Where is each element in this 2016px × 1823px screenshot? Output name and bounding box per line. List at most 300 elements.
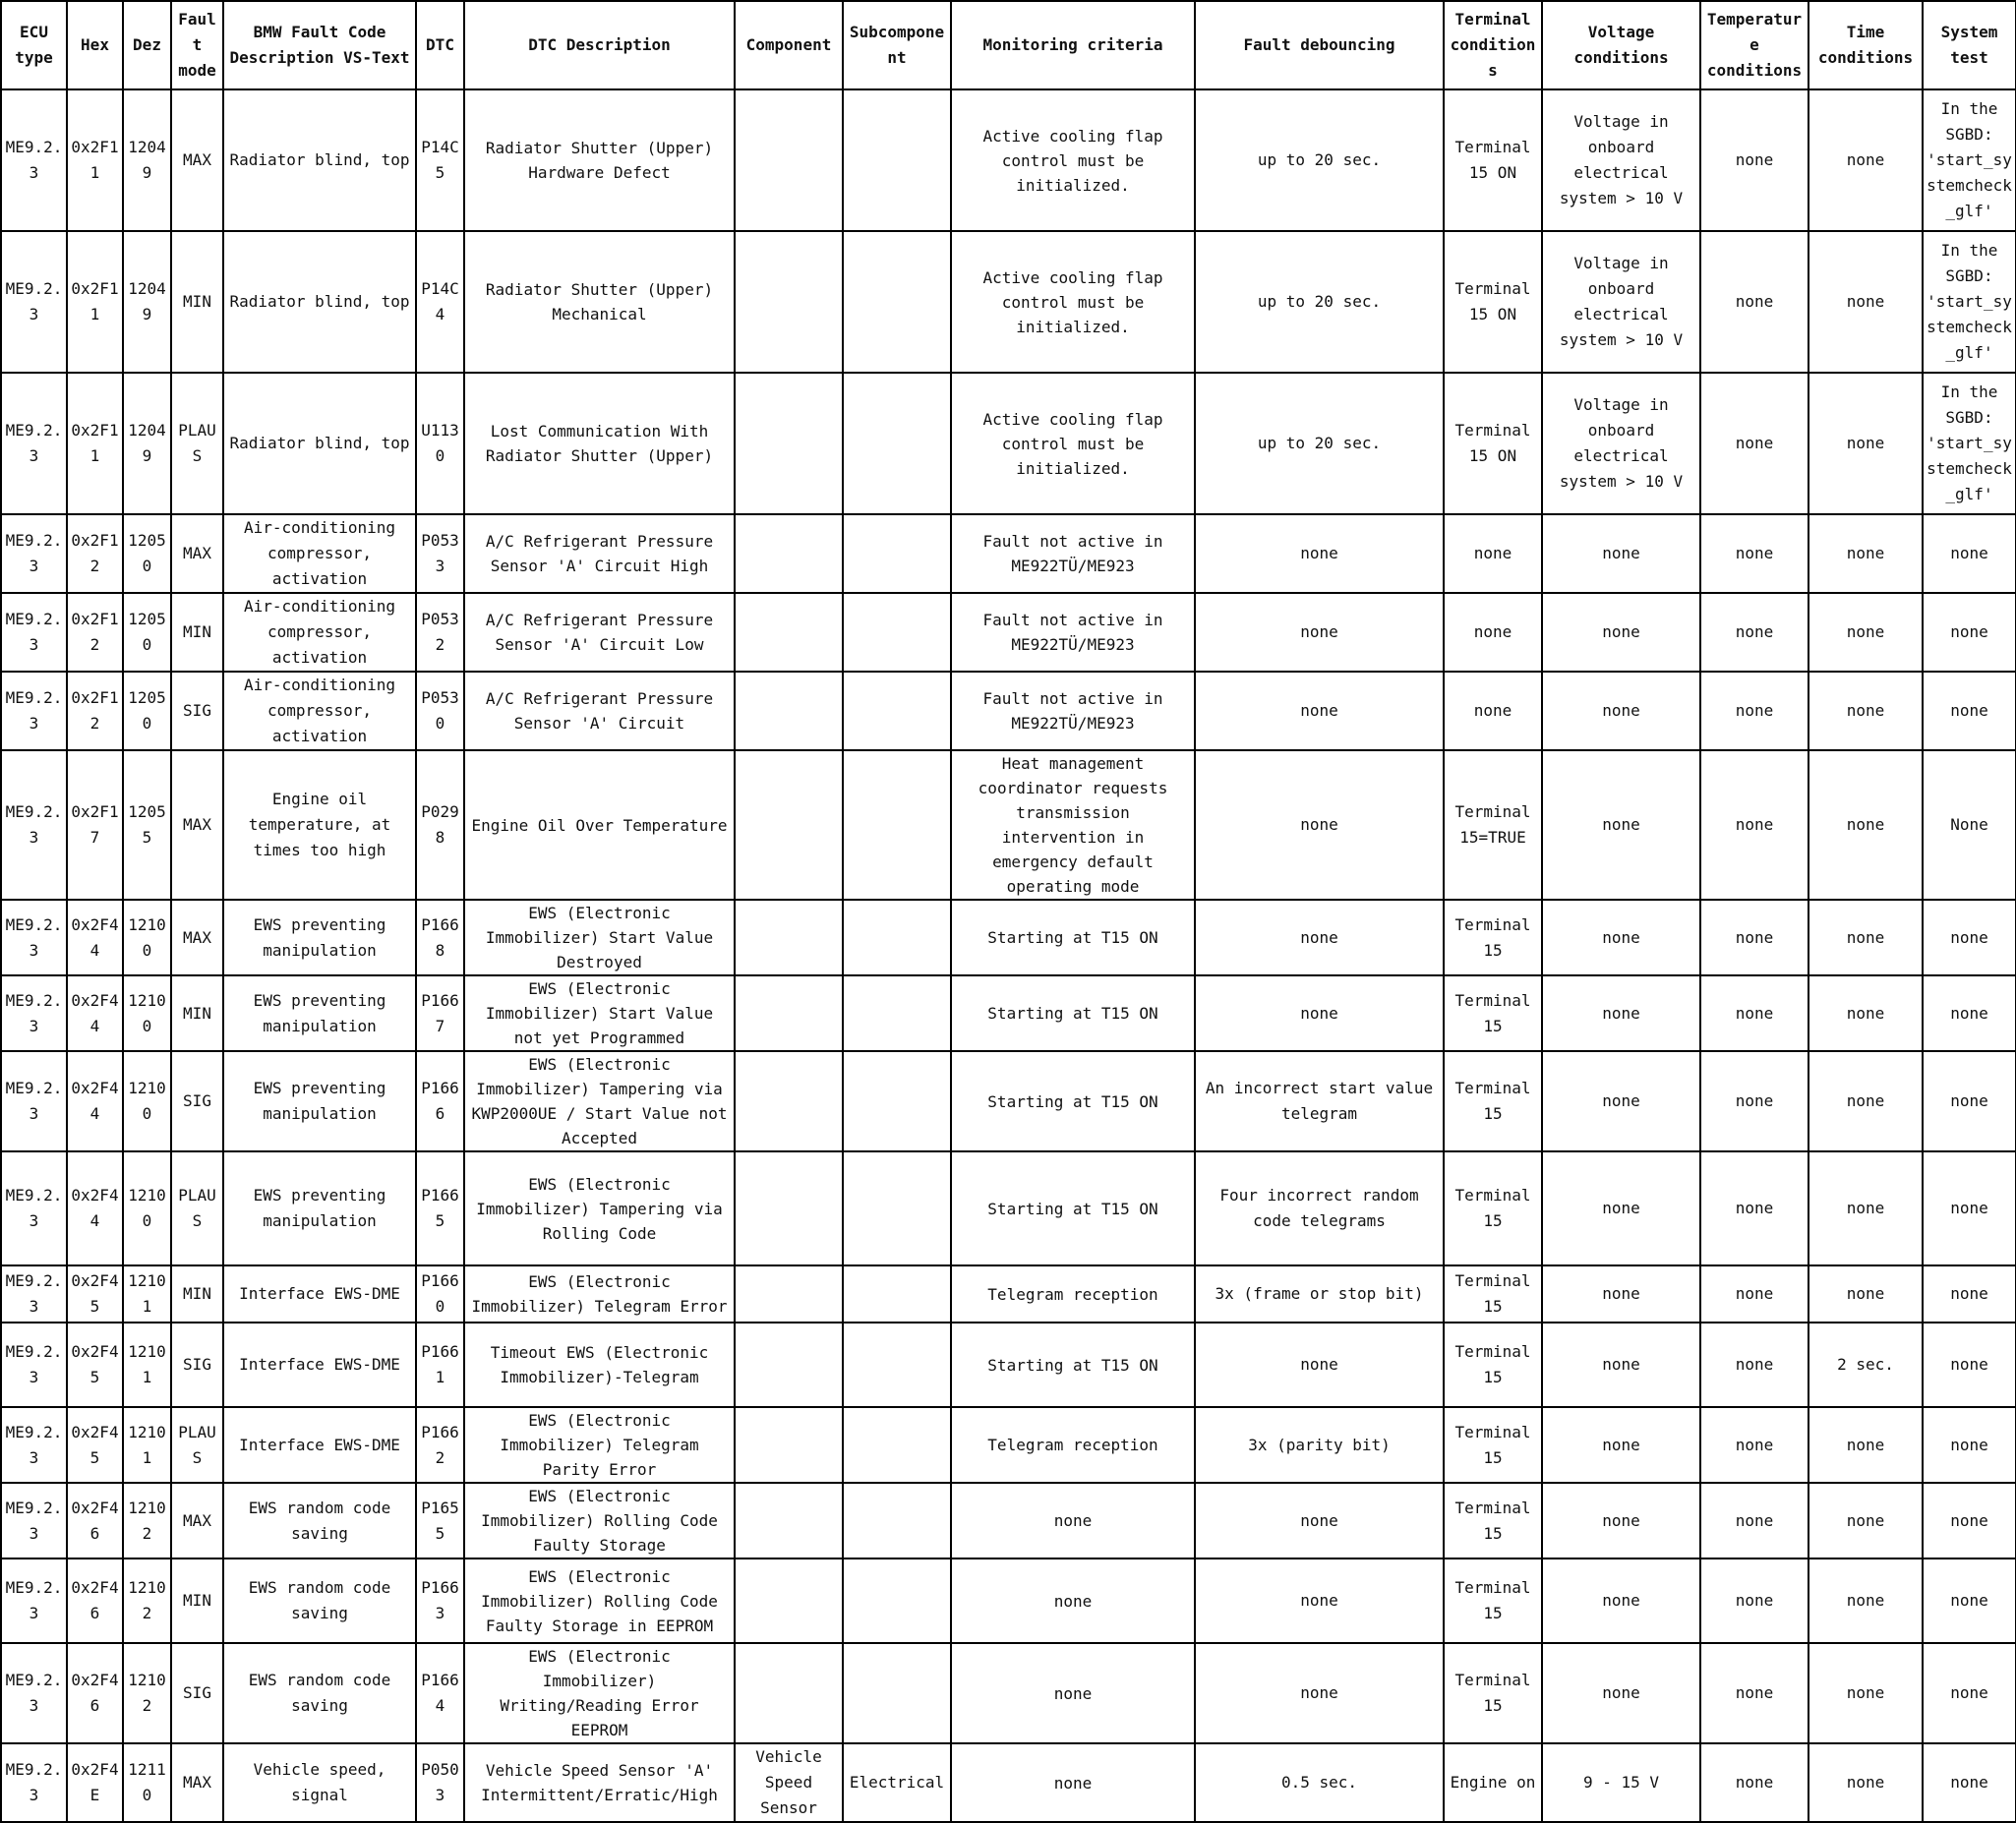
cell-time-conditions: none xyxy=(1808,514,1923,593)
cell-dtc: P1662 xyxy=(416,1407,464,1483)
table-row xyxy=(1,231,2016,373)
cell-dtc-description: EWS (Electronic Immobilizer) Rolling Code Faulty Storage in EEPROM xyxy=(464,1558,735,1643)
cell-dez: 12100 xyxy=(123,1151,171,1265)
cell-system-test: none xyxy=(1923,1407,2016,1483)
cell-dez: 12110 xyxy=(123,1743,171,1822)
cell-subcomponent xyxy=(843,373,951,514)
cell-dtc: P1664 xyxy=(416,1643,464,1743)
cell-voltage-conditions: none xyxy=(1542,900,1700,975)
header-dtc: DTC xyxy=(416,1,464,89)
cell-dtc: P1663 xyxy=(416,1558,464,1643)
cell-dtc-description: Engine Oil Over Temperature xyxy=(464,750,735,900)
header-terminal-conditions: Terminal conditions xyxy=(1444,1,1542,89)
cell-hex: 0x2F44 xyxy=(67,975,123,1051)
cell-component xyxy=(735,975,843,1051)
cell-subcomponent xyxy=(843,231,951,373)
cell-temperature-conditions: none xyxy=(1700,514,1808,593)
cell-bmw-description: Radiator blind, top xyxy=(223,89,416,231)
cell-component xyxy=(735,672,843,750)
cell-component xyxy=(735,1151,843,1265)
cell-temperature-conditions: none xyxy=(1700,593,1808,672)
cell-dez: 12102 xyxy=(123,1558,171,1643)
cell-component xyxy=(735,1407,843,1483)
cell-fault-mode: MIN xyxy=(171,1265,223,1323)
table-row xyxy=(1,514,2016,593)
cell-voltage-conditions: Voltage in onboard electrical system > 10 V xyxy=(1542,89,1700,231)
cell-temperature-conditions: none xyxy=(1700,1151,1808,1265)
cell-dtc-description: EWS (Electronic Immobilizer) Start Value Destroyed xyxy=(464,900,735,975)
cell-bmw-description: EWS random code saving xyxy=(223,1483,416,1558)
cell-system-test: none xyxy=(1923,672,2016,750)
cell-subcomponent xyxy=(843,900,951,975)
cell-temperature-conditions: none xyxy=(1700,1558,1808,1643)
cell-time-conditions: none xyxy=(1808,975,1923,1051)
cell-dez: 12049 xyxy=(123,89,171,231)
table-body xyxy=(1,89,2016,1822)
cell-fault-debouncing: none xyxy=(1195,1558,1444,1643)
cell-temperature-conditions: none xyxy=(1700,1743,1808,1822)
cell-fault-debouncing: 3x (frame or stop bit) xyxy=(1195,1265,1444,1323)
cell-subcomponent xyxy=(843,89,951,231)
cell-dtc: P1667 xyxy=(416,975,464,1051)
cell-ecu-type: ME9.2.3 xyxy=(1,1323,67,1407)
cell-component xyxy=(735,1558,843,1643)
cell-dtc-description: EWS (Electronic Immobilizer) Telegram Error xyxy=(464,1265,735,1323)
cell-hex: 0x2F46 xyxy=(67,1558,123,1643)
header-hex: Hex xyxy=(67,1,123,89)
cell-time-conditions: none xyxy=(1808,593,1923,672)
cell-terminal-conditions: none xyxy=(1444,514,1542,593)
cell-system-test: none xyxy=(1923,1643,2016,1743)
cell-fault-debouncing: An incorrect start value telegram xyxy=(1195,1051,1444,1151)
cell-time-conditions: none xyxy=(1808,1483,1923,1558)
cell-dtc-description: EWS (Electronic Immobilizer) Tampering via KWP2000UE / Start Value not Accepted xyxy=(464,1051,735,1151)
header-voltage-conditions: Voltage conditions xyxy=(1542,1,1700,89)
cell-temperature-conditions: none xyxy=(1700,672,1808,750)
cell-bmw-description: Interface EWS-DME xyxy=(223,1265,416,1323)
cell-system-test: none xyxy=(1923,1743,2016,1822)
cell-hex: 0x2F11 xyxy=(67,373,123,514)
cell-monitoring-criteria: none xyxy=(951,1483,1195,1558)
cell-monitoring-criteria: Starting at T15 ON xyxy=(951,900,1195,975)
cell-system-test: none xyxy=(1923,1051,2016,1151)
cell-ecu-type: ME9.2.3 xyxy=(1,750,67,900)
table-row xyxy=(1,1265,2016,1323)
cell-fault-debouncing: none xyxy=(1195,514,1444,593)
cell-bmw-description: EWS random code saving xyxy=(223,1558,416,1643)
cell-temperature-conditions: none xyxy=(1700,1643,1808,1743)
cell-fault-mode: MIN xyxy=(171,1558,223,1643)
cell-fault-mode: MIN xyxy=(171,975,223,1051)
cell-bmw-description: Air-conditioning compressor, activation xyxy=(223,672,416,750)
cell-hex: 0x2F44 xyxy=(67,1151,123,1265)
cell-voltage-conditions: none xyxy=(1542,750,1700,900)
cell-dtc: P1668 xyxy=(416,900,464,975)
cell-hex: 0x2F46 xyxy=(67,1643,123,1743)
table-row xyxy=(1,1743,2016,1822)
cell-dtc-description: Vehicle Speed Sensor 'A' Intermittent/Erratic/High xyxy=(464,1743,735,1822)
cell-voltage-conditions: none xyxy=(1542,1151,1700,1265)
cell-dtc: P0298 xyxy=(416,750,464,900)
cell-terminal-conditions: Terminal 15 ON xyxy=(1444,373,1542,514)
table-row xyxy=(1,593,2016,672)
header-dtc-description: DTC Description xyxy=(464,1,735,89)
cell-dtc-description: EWS (Electronic Immobilizer) Tampering via Rolling Code xyxy=(464,1151,735,1265)
cell-dtc: P14C5 xyxy=(416,89,464,231)
cell-fault-debouncing: up to 20 sec. xyxy=(1195,89,1444,231)
cell-subcomponent xyxy=(843,672,951,750)
cell-terminal-conditions: Terminal 15 xyxy=(1444,1265,1542,1323)
cell-bmw-description: Air-conditioning compressor, activation xyxy=(223,514,416,593)
cell-terminal-conditions: Terminal 15 ON xyxy=(1444,89,1542,231)
cell-monitoring-criteria: Fault not active in ME922TÜ/ME923 xyxy=(951,672,1195,750)
cell-system-test: none xyxy=(1923,1323,2016,1407)
table-row xyxy=(1,900,2016,975)
cell-hex: 0x2F11 xyxy=(67,89,123,231)
cell-ecu-type: ME9.2.3 xyxy=(1,1743,67,1822)
cell-dtc-description: EWS (Electronic Immobilizer) Writing/Reading Error EEPROM xyxy=(464,1643,735,1743)
cell-dtc-description: A/C Refrigerant Pressure Sensor 'A' Circuit High xyxy=(464,514,735,593)
table-row xyxy=(1,1323,2016,1407)
cell-hex: 0x2F46 xyxy=(67,1483,123,1558)
cell-hex: 0x2F12 xyxy=(67,672,123,750)
cell-system-test: none xyxy=(1923,593,2016,672)
cell-dtc-description: Timeout EWS (Electronic Immobilizer)-Telegram xyxy=(464,1323,735,1407)
cell-temperature-conditions: none xyxy=(1700,231,1808,373)
cell-component xyxy=(735,1051,843,1151)
cell-bmw-description: EWS preventing manipulation xyxy=(223,1151,416,1265)
cell-ecu-type: ME9.2.3 xyxy=(1,514,67,593)
cell-hex: 0x2F12 xyxy=(67,514,123,593)
cell-dez: 12100 xyxy=(123,1051,171,1151)
cell-time-conditions: none xyxy=(1808,1407,1923,1483)
cell-ecu-type: ME9.2.3 xyxy=(1,1643,67,1743)
cell-hex: 0x2F45 xyxy=(67,1323,123,1407)
cell-ecu-type: ME9.2.3 xyxy=(1,1151,67,1265)
cell-bmw-description: EWS preventing manipulation xyxy=(223,1051,416,1151)
cell-hex: 0x2F44 xyxy=(67,1051,123,1151)
cell-dtc: P1666 xyxy=(416,1051,464,1151)
cell-component xyxy=(735,373,843,514)
cell-ecu-type: ME9.2.3 xyxy=(1,1051,67,1151)
cell-monitoring-criteria: none xyxy=(951,1743,1195,1822)
cell-component xyxy=(735,89,843,231)
cell-fault-mode: MAX xyxy=(171,750,223,900)
cell-fault-mode: PLAUS xyxy=(171,1151,223,1265)
cell-ecu-type: ME9.2.3 xyxy=(1,1265,67,1323)
header-temperature-conditions: Temperature conditions xyxy=(1700,1,1808,89)
cell-monitoring-criteria: Starting at T15 ON xyxy=(951,1151,1195,1265)
cell-time-conditions: none xyxy=(1808,1558,1923,1643)
cell-bmw-description: Air-conditioning compressor, activation xyxy=(223,593,416,672)
cell-time-conditions: none xyxy=(1808,1151,1923,1265)
cell-monitoring-criteria: Fault not active in ME922TÜ/ME923 xyxy=(951,514,1195,593)
cell-dtc-description: A/C Refrigerant Pressure Sensor 'A' Circuit xyxy=(464,672,735,750)
cell-dez: 12050 xyxy=(123,672,171,750)
cell-dez: 12101 xyxy=(123,1265,171,1323)
cell-time-conditions: none xyxy=(1808,750,1923,900)
cell-ecu-type: ME9.2.3 xyxy=(1,89,67,231)
table-row xyxy=(1,1051,2016,1151)
cell-bmw-description: Interface EWS-DME xyxy=(223,1407,416,1483)
cell-voltage-conditions: none xyxy=(1542,1483,1700,1558)
cell-subcomponent xyxy=(843,1407,951,1483)
cell-fault-mode: SIG xyxy=(171,1323,223,1407)
cell-time-conditions: none xyxy=(1808,373,1923,514)
cell-voltage-conditions: Voltage in onboard electrical system > 10 V xyxy=(1542,373,1700,514)
cell-ecu-type: ME9.2.3 xyxy=(1,231,67,373)
cell-dtc: P0503 xyxy=(416,1743,464,1822)
cell-voltage-conditions: none xyxy=(1542,1265,1700,1323)
cell-system-test: In the SGBD: 'start_systemcheck_glf' xyxy=(1923,89,2016,231)
cell-ecu-type: ME9.2.3 xyxy=(1,373,67,514)
cell-monitoring-criteria: Starting at T15 ON xyxy=(951,975,1195,1051)
cell-monitoring-criteria: Active cooling flap control must be initialized. xyxy=(951,231,1195,373)
header-dez: Dez xyxy=(123,1,171,89)
cell-ecu-type: ME9.2.3 xyxy=(1,1483,67,1558)
cell-voltage-conditions: Voltage in onboard electrical system > 10 V xyxy=(1542,231,1700,373)
cell-fault-debouncing: Four incorrect random code telegrams xyxy=(1195,1151,1444,1265)
cell-hex: 0x2F11 xyxy=(67,231,123,373)
cell-monitoring-criteria: Heat management coordinator requests transmission intervention in emergency default operating mode xyxy=(951,750,1195,900)
cell-monitoring-criteria: Starting at T15 ON xyxy=(951,1051,1195,1151)
cell-subcomponent xyxy=(843,975,951,1051)
cell-component xyxy=(735,231,843,373)
cell-component xyxy=(735,514,843,593)
cell-fault-mode: SIG xyxy=(171,1051,223,1151)
cell-hex: 0x2F45 xyxy=(67,1407,123,1483)
cell-dez: 12055 xyxy=(123,750,171,900)
cell-ecu-type: ME9.2.3 xyxy=(1,975,67,1051)
cell-subcomponent xyxy=(843,1051,951,1151)
cell-fault-mode: MIN xyxy=(171,231,223,373)
cell-voltage-conditions: none xyxy=(1542,514,1700,593)
cell-terminal-conditions: Terminal 15 xyxy=(1444,975,1542,1051)
cell-dtc: P0533 xyxy=(416,514,464,593)
cell-fault-debouncing: none xyxy=(1195,672,1444,750)
cell-dtc-description: A/C Refrigerant Pressure Sensor 'A' Circuit Low xyxy=(464,593,735,672)
header-row xyxy=(1,1,2016,89)
table-row xyxy=(1,750,2016,900)
cell-subcomponent xyxy=(843,750,951,900)
cell-dez: 12101 xyxy=(123,1323,171,1407)
cell-fault-debouncing: 3x (parity bit) xyxy=(1195,1407,1444,1483)
cell-temperature-conditions: none xyxy=(1700,750,1808,900)
cell-component: Vehicle Speed Sensor xyxy=(735,1743,843,1822)
cell-time-conditions: none xyxy=(1808,1051,1923,1151)
cell-temperature-conditions: none xyxy=(1700,1265,1808,1323)
table-header xyxy=(1,1,2016,89)
cell-terminal-conditions: Terminal 15=TRUE xyxy=(1444,750,1542,900)
cell-fault-mode: PLAUS xyxy=(171,373,223,514)
table-row xyxy=(1,1643,2016,1743)
cell-hex: 0x2F44 xyxy=(67,900,123,975)
cell-hex: 0x2F17 xyxy=(67,750,123,900)
cell-bmw-description: Radiator blind, top xyxy=(223,373,416,514)
cell-dez: 12102 xyxy=(123,1643,171,1743)
cell-terminal-conditions: Terminal 15 xyxy=(1444,900,1542,975)
cell-bmw-description: Radiator blind, top xyxy=(223,231,416,373)
cell-dez: 12102 xyxy=(123,1483,171,1558)
cell-time-conditions: none xyxy=(1808,672,1923,750)
cell-fault-mode: MAX xyxy=(171,89,223,231)
cell-dtc: P1660 xyxy=(416,1265,464,1323)
cell-voltage-conditions: none xyxy=(1542,672,1700,750)
cell-fault-debouncing: up to 20 sec. xyxy=(1195,373,1444,514)
cell-temperature-conditions: none xyxy=(1700,1407,1808,1483)
cell-subcomponent xyxy=(843,1483,951,1558)
cell-dez: 12101 xyxy=(123,1407,171,1483)
cell-ecu-type: ME9.2.3 xyxy=(1,672,67,750)
cell-subcomponent xyxy=(843,1558,951,1643)
cell-terminal-conditions: Terminal 15 xyxy=(1444,1643,1542,1743)
cell-bmw-description: Engine oil temperature, at times too high xyxy=(223,750,416,900)
cell-voltage-conditions: none xyxy=(1542,975,1700,1051)
cell-system-test: none xyxy=(1923,900,2016,975)
cell-time-conditions: none xyxy=(1808,1643,1923,1743)
cell-subcomponent xyxy=(843,1643,951,1743)
cell-bmw-description: Interface EWS-DME xyxy=(223,1323,416,1407)
cell-temperature-conditions: none xyxy=(1700,900,1808,975)
table-row xyxy=(1,1558,2016,1643)
header-component: Component xyxy=(735,1,843,89)
cell-voltage-conditions: none xyxy=(1542,1407,1700,1483)
cell-fault-mode: MAX xyxy=(171,514,223,593)
cell-component xyxy=(735,1643,843,1743)
cell-fault-debouncing: none xyxy=(1195,1643,1444,1743)
cell-component xyxy=(735,750,843,900)
cell-time-conditions: none xyxy=(1808,900,1923,975)
header-ecu-type: ECU type xyxy=(1,1,67,89)
table-row xyxy=(1,373,2016,514)
cell-bmw-description: Vehicle speed, signal xyxy=(223,1743,416,1822)
cell-ecu-type: ME9.2.3 xyxy=(1,900,67,975)
cell-dtc: P0530 xyxy=(416,672,464,750)
cell-fault-mode: PLAUS xyxy=(171,1407,223,1483)
cell-dez: 12100 xyxy=(123,900,171,975)
cell-component xyxy=(735,1265,843,1323)
cell-voltage-conditions: none xyxy=(1542,1051,1700,1151)
table-row xyxy=(1,975,2016,1051)
cell-component xyxy=(735,1323,843,1407)
cell-ecu-type: ME9.2.3 xyxy=(1,1558,67,1643)
cell-temperature-conditions: none xyxy=(1700,89,1808,231)
cell-fault-mode: SIG xyxy=(171,1643,223,1743)
cell-bmw-description: EWS preventing manipulation xyxy=(223,975,416,1051)
cell-subcomponent xyxy=(843,1151,951,1265)
cell-dtc-description: Radiator Shutter (Upper) Mechanical xyxy=(464,231,735,373)
cell-voltage-conditions: none xyxy=(1542,1323,1700,1407)
cell-component xyxy=(735,900,843,975)
cell-monitoring-criteria: Active cooling flap control must be initialized. xyxy=(951,89,1195,231)
cell-system-test: none xyxy=(1923,1151,2016,1265)
cell-fault-debouncing: none xyxy=(1195,975,1444,1051)
cell-terminal-conditions: Terminal 15 xyxy=(1444,1151,1542,1265)
cell-temperature-conditions: none xyxy=(1700,1051,1808,1151)
table-row xyxy=(1,1407,2016,1483)
cell-component xyxy=(735,1483,843,1558)
cell-system-test: None xyxy=(1923,750,2016,900)
header-subcomponent: Subcomponent xyxy=(843,1,951,89)
cell-dtc: P0532 xyxy=(416,593,464,672)
header-fault-mode: Fault mode xyxy=(171,1,223,89)
header-fault-debouncing: Fault debouncing xyxy=(1195,1,1444,89)
header-time-conditions: Time conditions xyxy=(1808,1,1923,89)
cell-monitoring-criteria: Fault not active in ME922TÜ/ME923 xyxy=(951,593,1195,672)
cell-fault-mode: SIG xyxy=(171,672,223,750)
cell-fault-mode: MIN xyxy=(171,593,223,672)
cell-monitoring-criteria: Active cooling flap control must be initialized. xyxy=(951,373,1195,514)
cell-bmw-description: EWS random code saving xyxy=(223,1643,416,1743)
cell-time-conditions: none xyxy=(1808,1265,1923,1323)
cell-system-test: none xyxy=(1923,1558,2016,1643)
cell-component xyxy=(735,593,843,672)
cell-temperature-conditions: none xyxy=(1700,975,1808,1051)
cell-monitoring-criteria: Starting at T15 ON xyxy=(951,1323,1195,1407)
cell-dtc-description: Radiator Shutter (Upper) Hardware Defect xyxy=(464,89,735,231)
cell-fault-debouncing: none xyxy=(1195,900,1444,975)
cell-fault-debouncing: 0.5 sec. xyxy=(1195,1743,1444,1822)
cell-subcomponent xyxy=(843,514,951,593)
cell-terminal-conditions: Terminal 15 xyxy=(1444,1051,1542,1151)
cell-terminal-conditions: none xyxy=(1444,672,1542,750)
table-row xyxy=(1,89,2016,231)
cell-fault-debouncing: none xyxy=(1195,1483,1444,1558)
cell-fault-mode: MAX xyxy=(171,1483,223,1558)
cell-terminal-conditions: Terminal 15 xyxy=(1444,1323,1542,1407)
cell-fault-mode: MAX xyxy=(171,900,223,975)
cell-fault-debouncing: up to 20 sec. xyxy=(1195,231,1444,373)
cell-dez: 12049 xyxy=(123,373,171,514)
cell-temperature-conditions: none xyxy=(1700,1323,1808,1407)
cell-time-conditions: none xyxy=(1808,89,1923,231)
cell-fault-debouncing: none xyxy=(1195,1323,1444,1407)
cell-dtc-description: EWS (Electronic Immobilizer) Start Value not yet Programmed xyxy=(464,975,735,1051)
cell-monitoring-criteria: none xyxy=(951,1558,1195,1643)
table-row xyxy=(1,672,2016,750)
cell-system-test: none xyxy=(1923,1483,2016,1558)
cell-dez: 12049 xyxy=(123,231,171,373)
cell-dtc-description: Lost Communication With Radiator Shutter (Upper) xyxy=(464,373,735,514)
cell-dez: 12050 xyxy=(123,593,171,672)
cell-subcomponent: Electrical xyxy=(843,1743,951,1822)
cell-monitoring-criteria: none xyxy=(951,1643,1195,1743)
cell-fault-mode: MAX xyxy=(171,1743,223,1822)
cell-time-conditions: none xyxy=(1808,231,1923,373)
cell-bmw-description: EWS preventing manipulation xyxy=(223,900,416,975)
table-row xyxy=(1,1151,2016,1265)
cell-system-test: In the SGBD: 'start_systemcheck_glf' xyxy=(1923,373,2016,514)
cell-time-conditions: none xyxy=(1808,1743,1923,1822)
header-bmw-description: BMW Fault Code Description VS-Text xyxy=(223,1,416,89)
cell-hex: 0x2F4E xyxy=(67,1743,123,1822)
cell-voltage-conditions: none xyxy=(1542,1643,1700,1743)
cell-hex: 0x2F45 xyxy=(67,1265,123,1323)
cell-dez: 12100 xyxy=(123,975,171,1051)
cell-terminal-conditions: Terminal 15 ON xyxy=(1444,231,1542,373)
cell-subcomponent xyxy=(843,593,951,672)
cell-terminal-conditions: Terminal 15 xyxy=(1444,1558,1542,1643)
cell-subcomponent xyxy=(843,1265,951,1323)
cell-dtc: P1655 xyxy=(416,1483,464,1558)
table-row xyxy=(1,1483,2016,1558)
cell-temperature-conditions: none xyxy=(1700,373,1808,514)
cell-ecu-type: ME9.2.3 xyxy=(1,1407,67,1483)
cell-hex: 0x2F12 xyxy=(67,593,123,672)
cell-dtc: P14C4 xyxy=(416,231,464,373)
cell-system-test: none xyxy=(1923,1265,2016,1323)
cell-time-conditions: 2 sec. xyxy=(1808,1323,1923,1407)
